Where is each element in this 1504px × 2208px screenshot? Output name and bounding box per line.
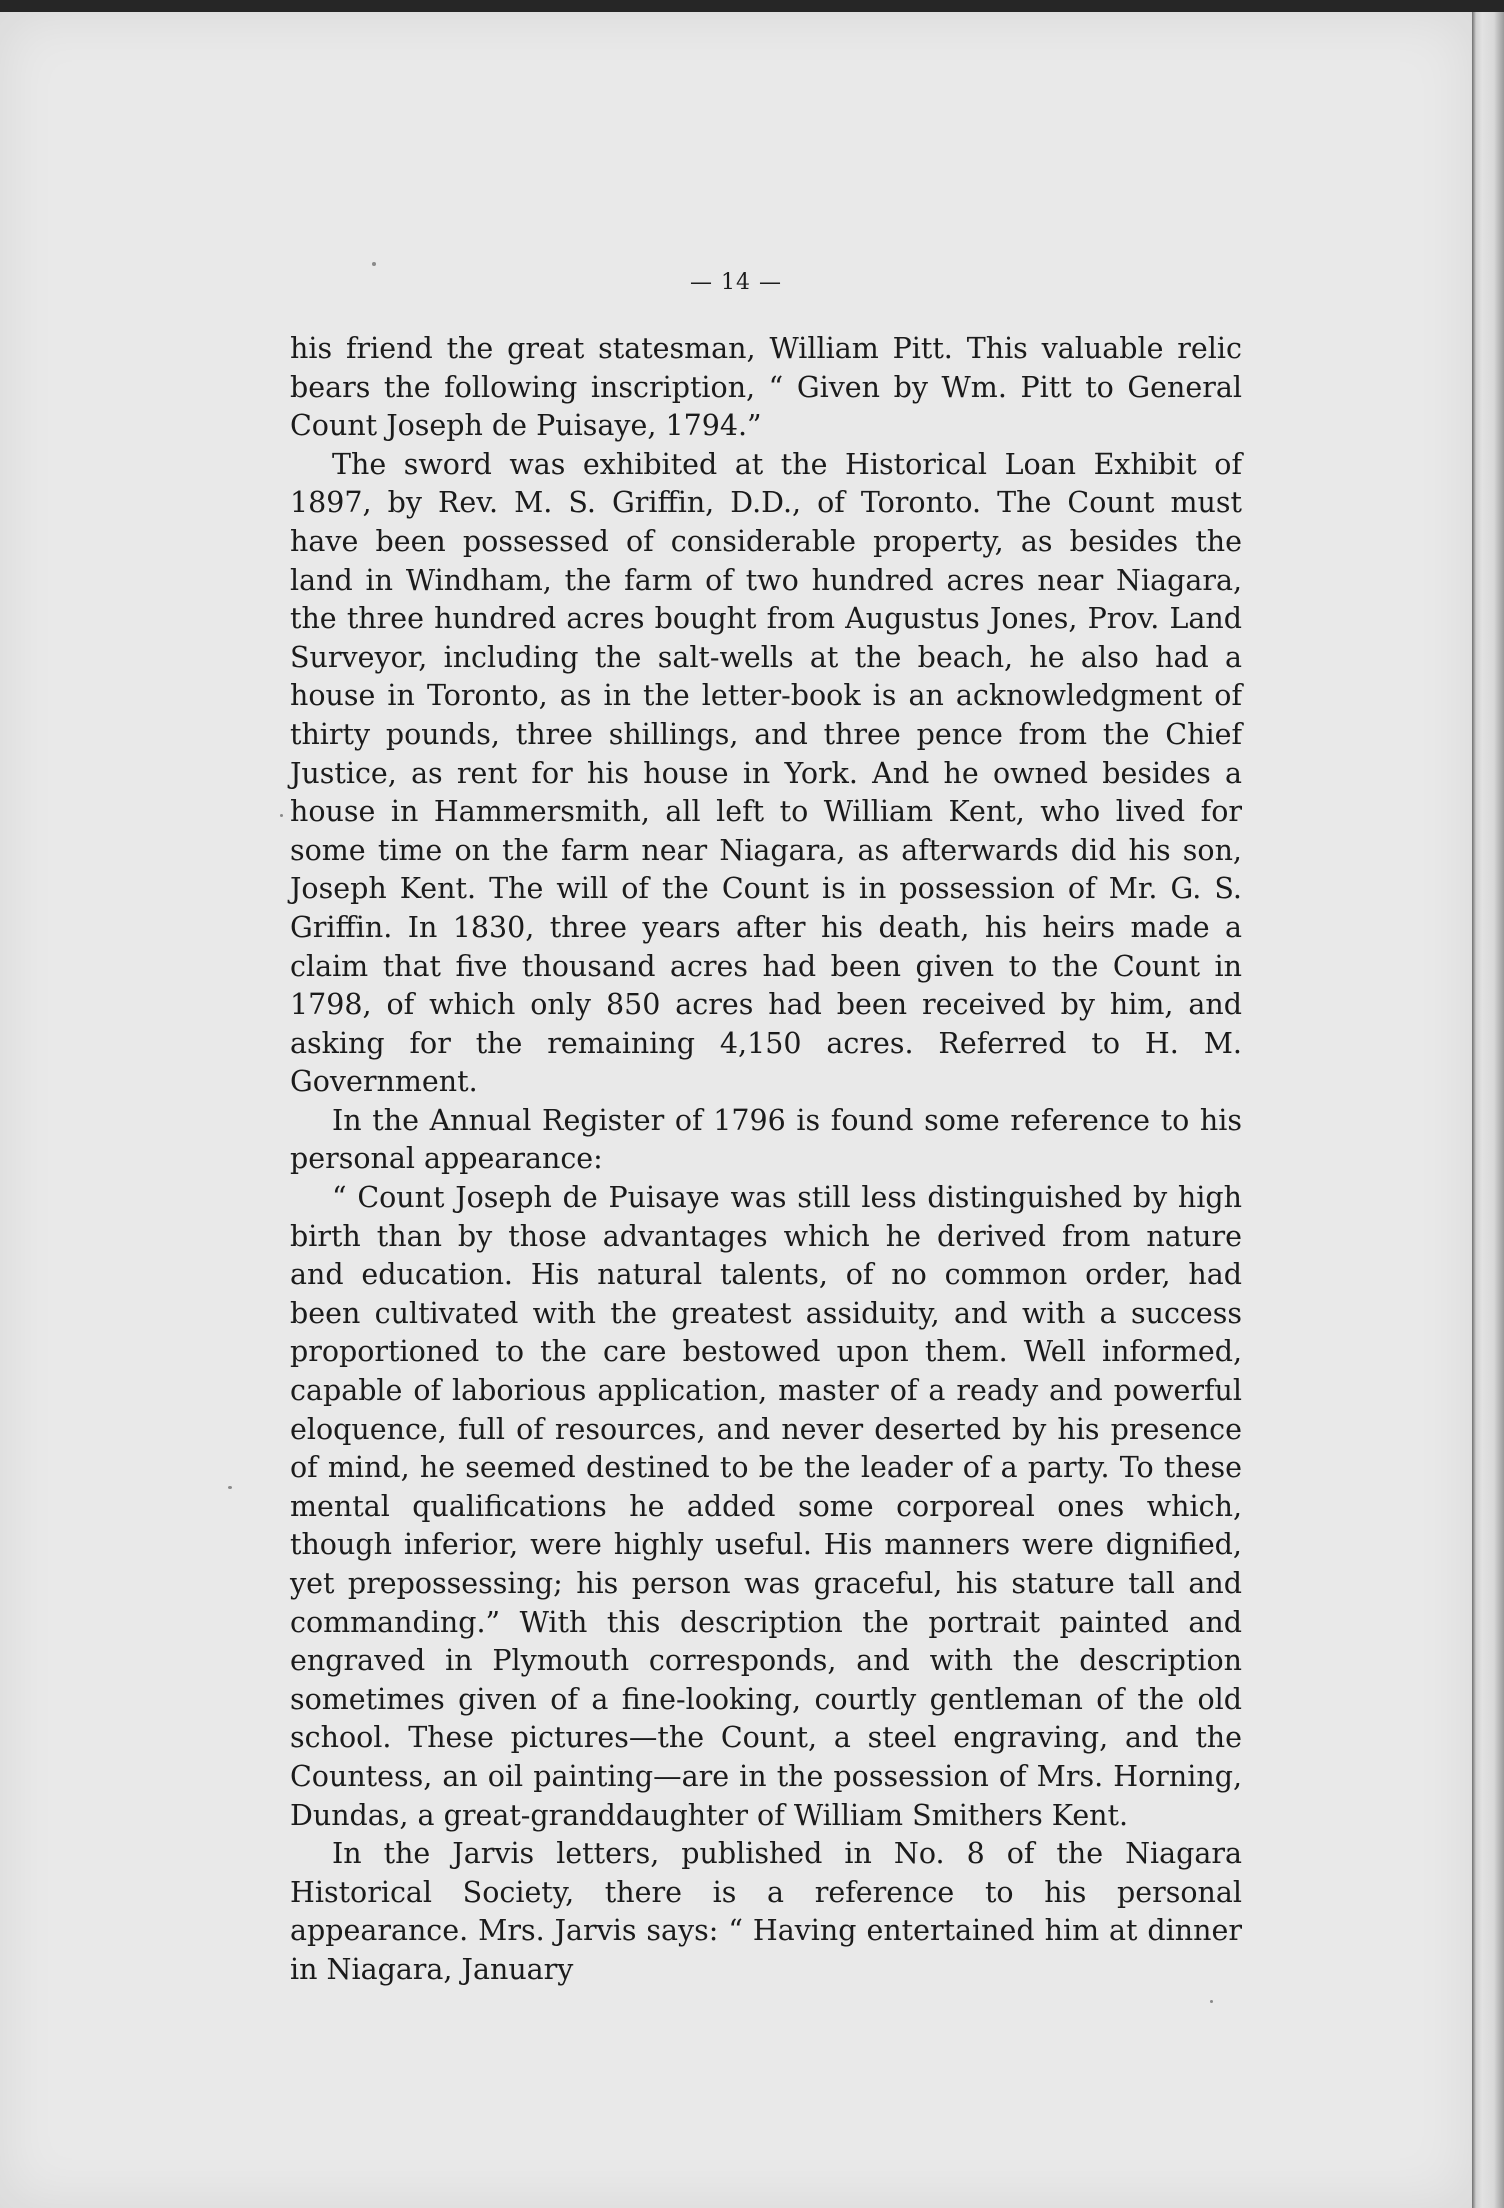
page-edge: [1472, 12, 1504, 2208]
document-page: [0, 12, 1472, 2208]
paper-speck: [280, 814, 283, 817]
body-text: [290, 330, 1242, 1990]
paper-speck: [228, 1486, 232, 1489]
paragraph: “ Count Joseph de Puisaye was still less distinguished by high birth than by those advantages which he derived from nature and education. His natural talents, of no common order, had been cultivated with the greatest assiduity, and with a success proportioned to the care bestowed upon them. Well informed, capable of laborious application, master of a ready and powerful eloquence, full of resources, and never deserted by his presence of mind, he seemed destined to be the leader of a party. To these mental qualifications he added some corporeal ones which, though inferior, were highly useful. His manners were dignified, yet prepossessing; his person was graceful, his stature tall and commanding.” With this description the portrait painted and engraved in Plymouth corresponds, and with the description sometimes given of a fine-looking, courtly gentleman of the old school. These pictures—the Count, a steel engraving, and the Countess, an oil painting—are in the possession of Mrs. Horning, Dundas, a great-granddaughter of William Smithers Kent.: [290, 1181, 1242, 1832]
page-number: — 14 —: [690, 270, 782, 295]
paper-speck: [372, 262, 376, 266]
paragraph: In the Jarvis letters, published in No. 8 of the Niagara Historical Society, there is a reference to his personal appearance. Mrs. Jarvis says: “ Having entertained him at dinner in Niagara, January: [290, 1837, 1242, 1986]
paragraph: his friend the great statesman, William Pitt. This valuable relic bears the following inscription, “ Given by Wm. Pitt to General Count Joseph de Puisaye, 1794.”: [290, 332, 1242, 443]
paper-speck: [1210, 2000, 1213, 2003]
paragraph: In the Annual Register of 1796 is found some reference to his personal appearance:: [290, 1103, 1242, 1176]
paragraph: The sword was exhibited at the Historical Loan Exhibit of 1897, by Rev. M. S. Griffin, D.D., of Toronto. The Count must have been possessed of considerable property, as besides the land in Windham, the farm of two hundred acres near Niagara, the three hundred acres bought from Augustus Jones, Prov. Land Surveyor, including the salt-wells at the beach, he also had a house in Toronto, as in the letter-book is an acknowledgment of thirty pounds, three shillings, and three pence from the Chief Justice, as rent for his house in York. And he owned besides a house in Hammersmith, all left to William Kent, who lived for some time on the farm near Niagara, as afterwards did his son, Joseph Kent. The will of the Count is in possession of Mr. G. S. Griffin. In 1830, three years after his death, his heirs made a claim that five thousand acres had been given to the Count in 1798, of which only 850 acres had been received by him, and asking for the remaining 4,150 acres. Referred to H. M. Government.: [290, 447, 1242, 1099]
